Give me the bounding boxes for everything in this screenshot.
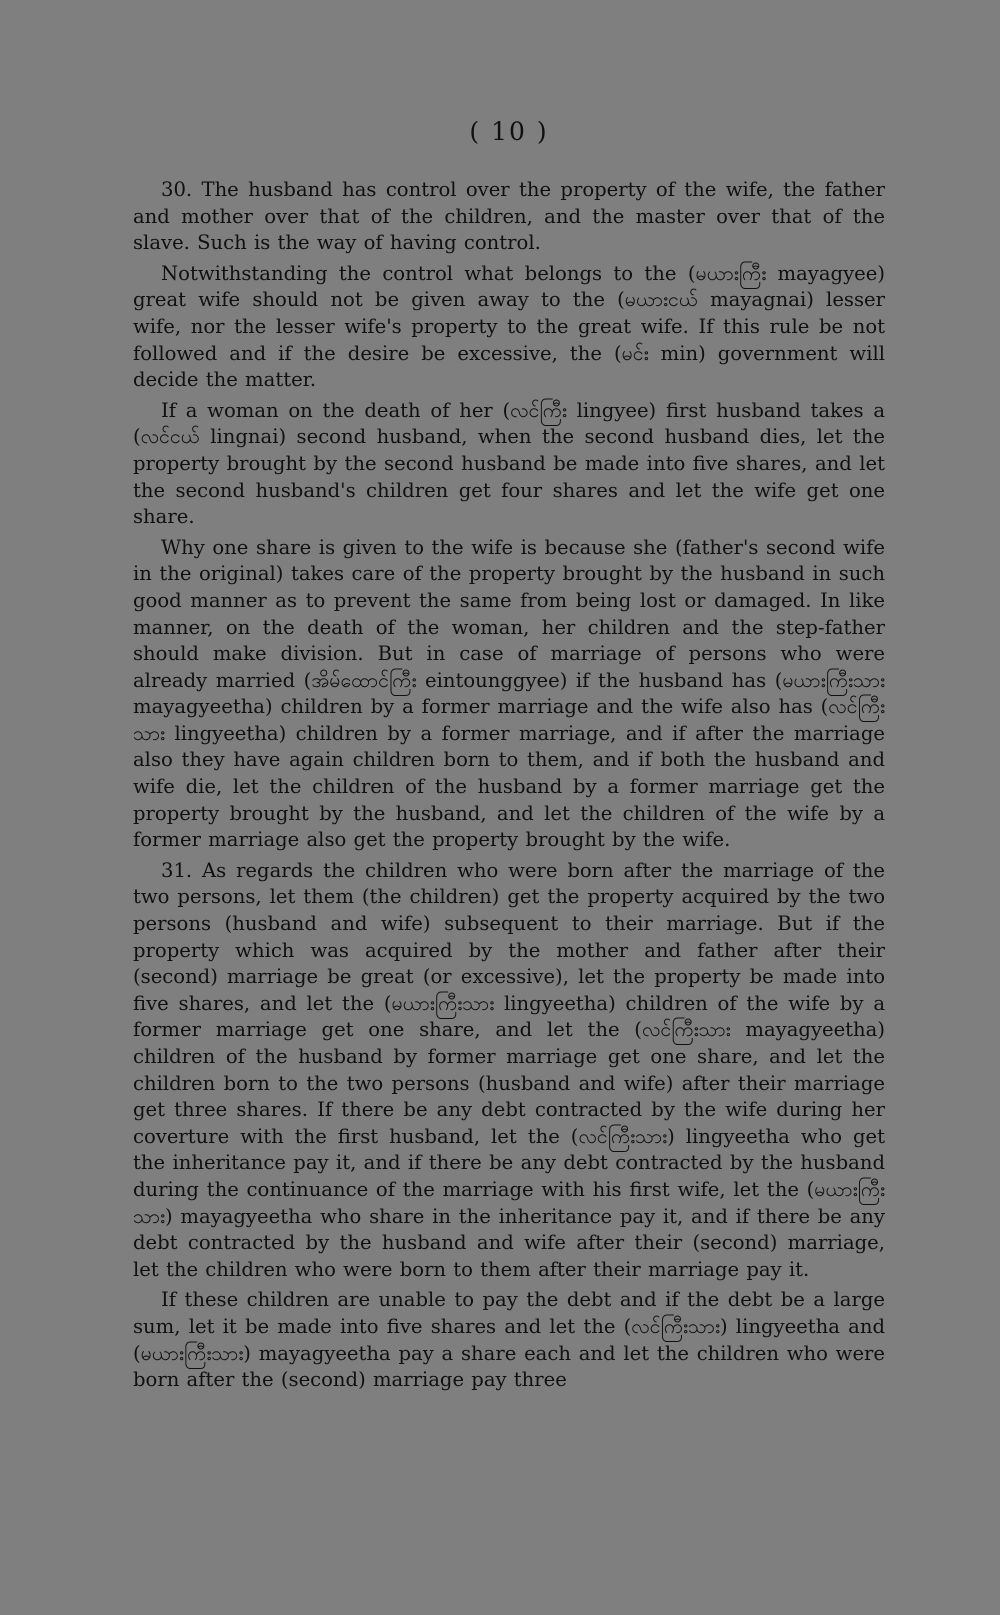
paragraph: Why one share is given to the wife is because she (father's second wife in the original) takes care of the property brought by the husband in such good manner as to prevent the same from being lost or damaged. In like manner, on the death of the woman, her children and the step-father should make division. But in case of marriage of persons who were already married (အိမ်ထောင်ကြီး eintounggyee) if the husband has (မယားကြီးသား mayagyeetha) children by a former marriage and the wife also has (လင်ကြီးသား lingyeetha) children by a former marriage, and if after the marriage also they have again children born to them, and if both the husband and wife die, let the children of the husband by a former marriage get the property brought by the husband, and let the children of the wife by a former marriage also get the property brought by the wife. [133, 535, 885, 852]
paragraph-30: 30. The husband has control over the property of the wife, the father and mother over that of the children, and the master over that of the slave. Such is the way of having control. [133, 178, 885, 255]
paragraph-31: 31. As regards the children who were born after the marriage of the two persons, let them (the children) get the property acquired by the two persons (husband and wife) subsequent to their marriage. But if the property which was acquired by the mother and father after their (second) marriage be great (or excessive), let the property be made into five shares, and let the (မယားကြီးသား lingyeetha) children of the wife by a former marriage get one share, and let the (လင်ကြီးသား mayagyeetha) children of the husband by former marriage get one share, and let the children born to the two persons (husband and wife) after their marriage get three shares. If there be any debt contracted by the wife during her coverture with the first husband, let the (လင်ကြီးသား) lingyeetha who get the inheritance pay it, and if there be any debt contracted by the husband during the continuance of the marriage with his first wife, let the (မယားကြီးသား) mayagyeetha who share in the inheritance pay it, and if there be any debt contracted by the husband and wife after their (second) marriage, let the children who were born to them after their marriage pay it. [133, 858, 885, 1281]
page-number: ( 10 ) [469, 117, 549, 146]
paragraph: Notwithstanding the control what belongs to the (မယားကြီး mayagyee) great wife should not be given away to the (မယားငယ် mayagnai) lesser wife, nor the lesser wife's property to the great wife. If this rule be not followed and if the desire be excessive, the (မင်း min) government will decide the matter. [133, 261, 885, 392]
paragraph: If a woman on the death of her (လင်ကြီး lingyee) first husband takes a (လင်ငယ် lingnai) second husband, when the second husband dies, let the property brought by the second husband be made into five shares, and let the second husband's children get four shares and let the wife get one share. [133, 398, 885, 529]
document-page [133, 116, 885, 1394]
paragraph: If these children are unable to pay the debt and if the debt be a large sum, let it be made into five shares and let the (လင်ကြီးသား) lingyeetha and (မယားကြီးသား) mayagyeetha pay a share each and let the children who were born after the (second) marriage pay three [133, 1288, 885, 1392]
